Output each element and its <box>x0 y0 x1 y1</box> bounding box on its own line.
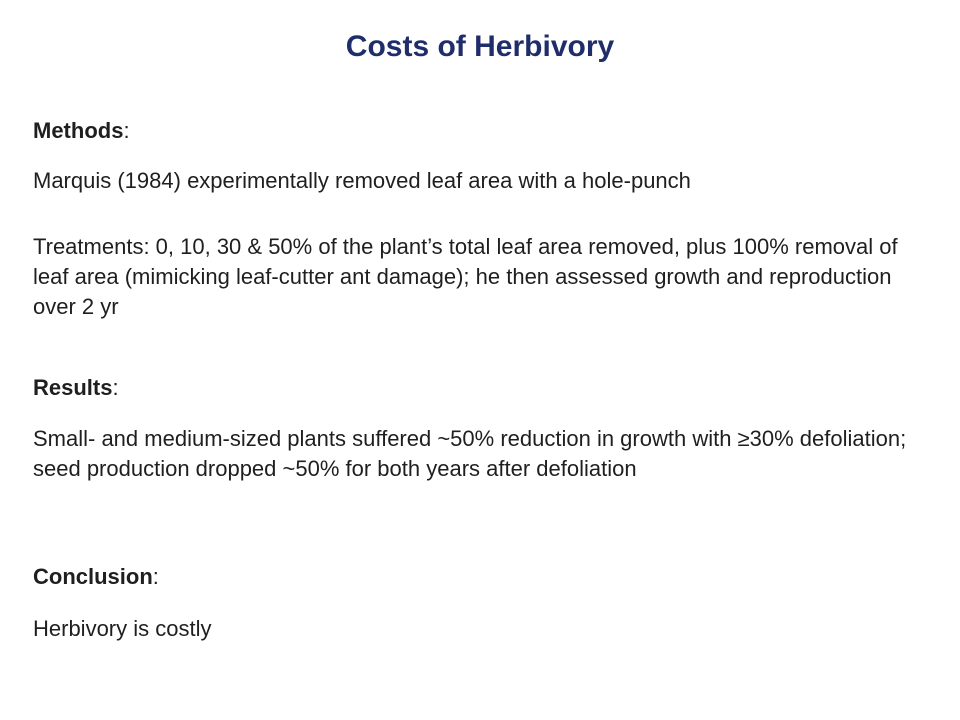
results-heading-label: Results <box>33 375 113 400</box>
results-heading <box>33 374 119 402</box>
conclusion-heading-label: Conclusion <box>33 564 153 589</box>
methods-heading <box>33 117 130 145</box>
conclusion-paragraph-1: Herbivory is costly <box>33 616 212 641</box>
conclusion-heading-colon: : <box>152 564 159 589</box>
results-paragraph-1: Small- and medium-sized plants suffered ~50% reduction in growth with ≥30% defoliation; seed production dropped ~50% for both years after defoliation <box>33 426 907 481</box>
methods-paragraph-2: Treatments: 0, 10, 30 & 50% of the plant’s total leaf area removed, plus 100% removal of leaf area (mimicking leaf-cutter ant damage); he then assessed growth and reproduction over 2 yr <box>33 234 898 319</box>
conclusion-heading <box>33 563 159 591</box>
methods-paragraph-1: Marquis (1984) experimentally removed leaf area with a hole-punch <box>33 168 691 193</box>
slide-title: Costs of Herbivory <box>345 30 615 63</box>
methods-heading-colon: : <box>123 118 130 143</box>
methods-heading-label: Methods <box>33 118 124 143</box>
results-heading-colon: : <box>112 375 119 400</box>
